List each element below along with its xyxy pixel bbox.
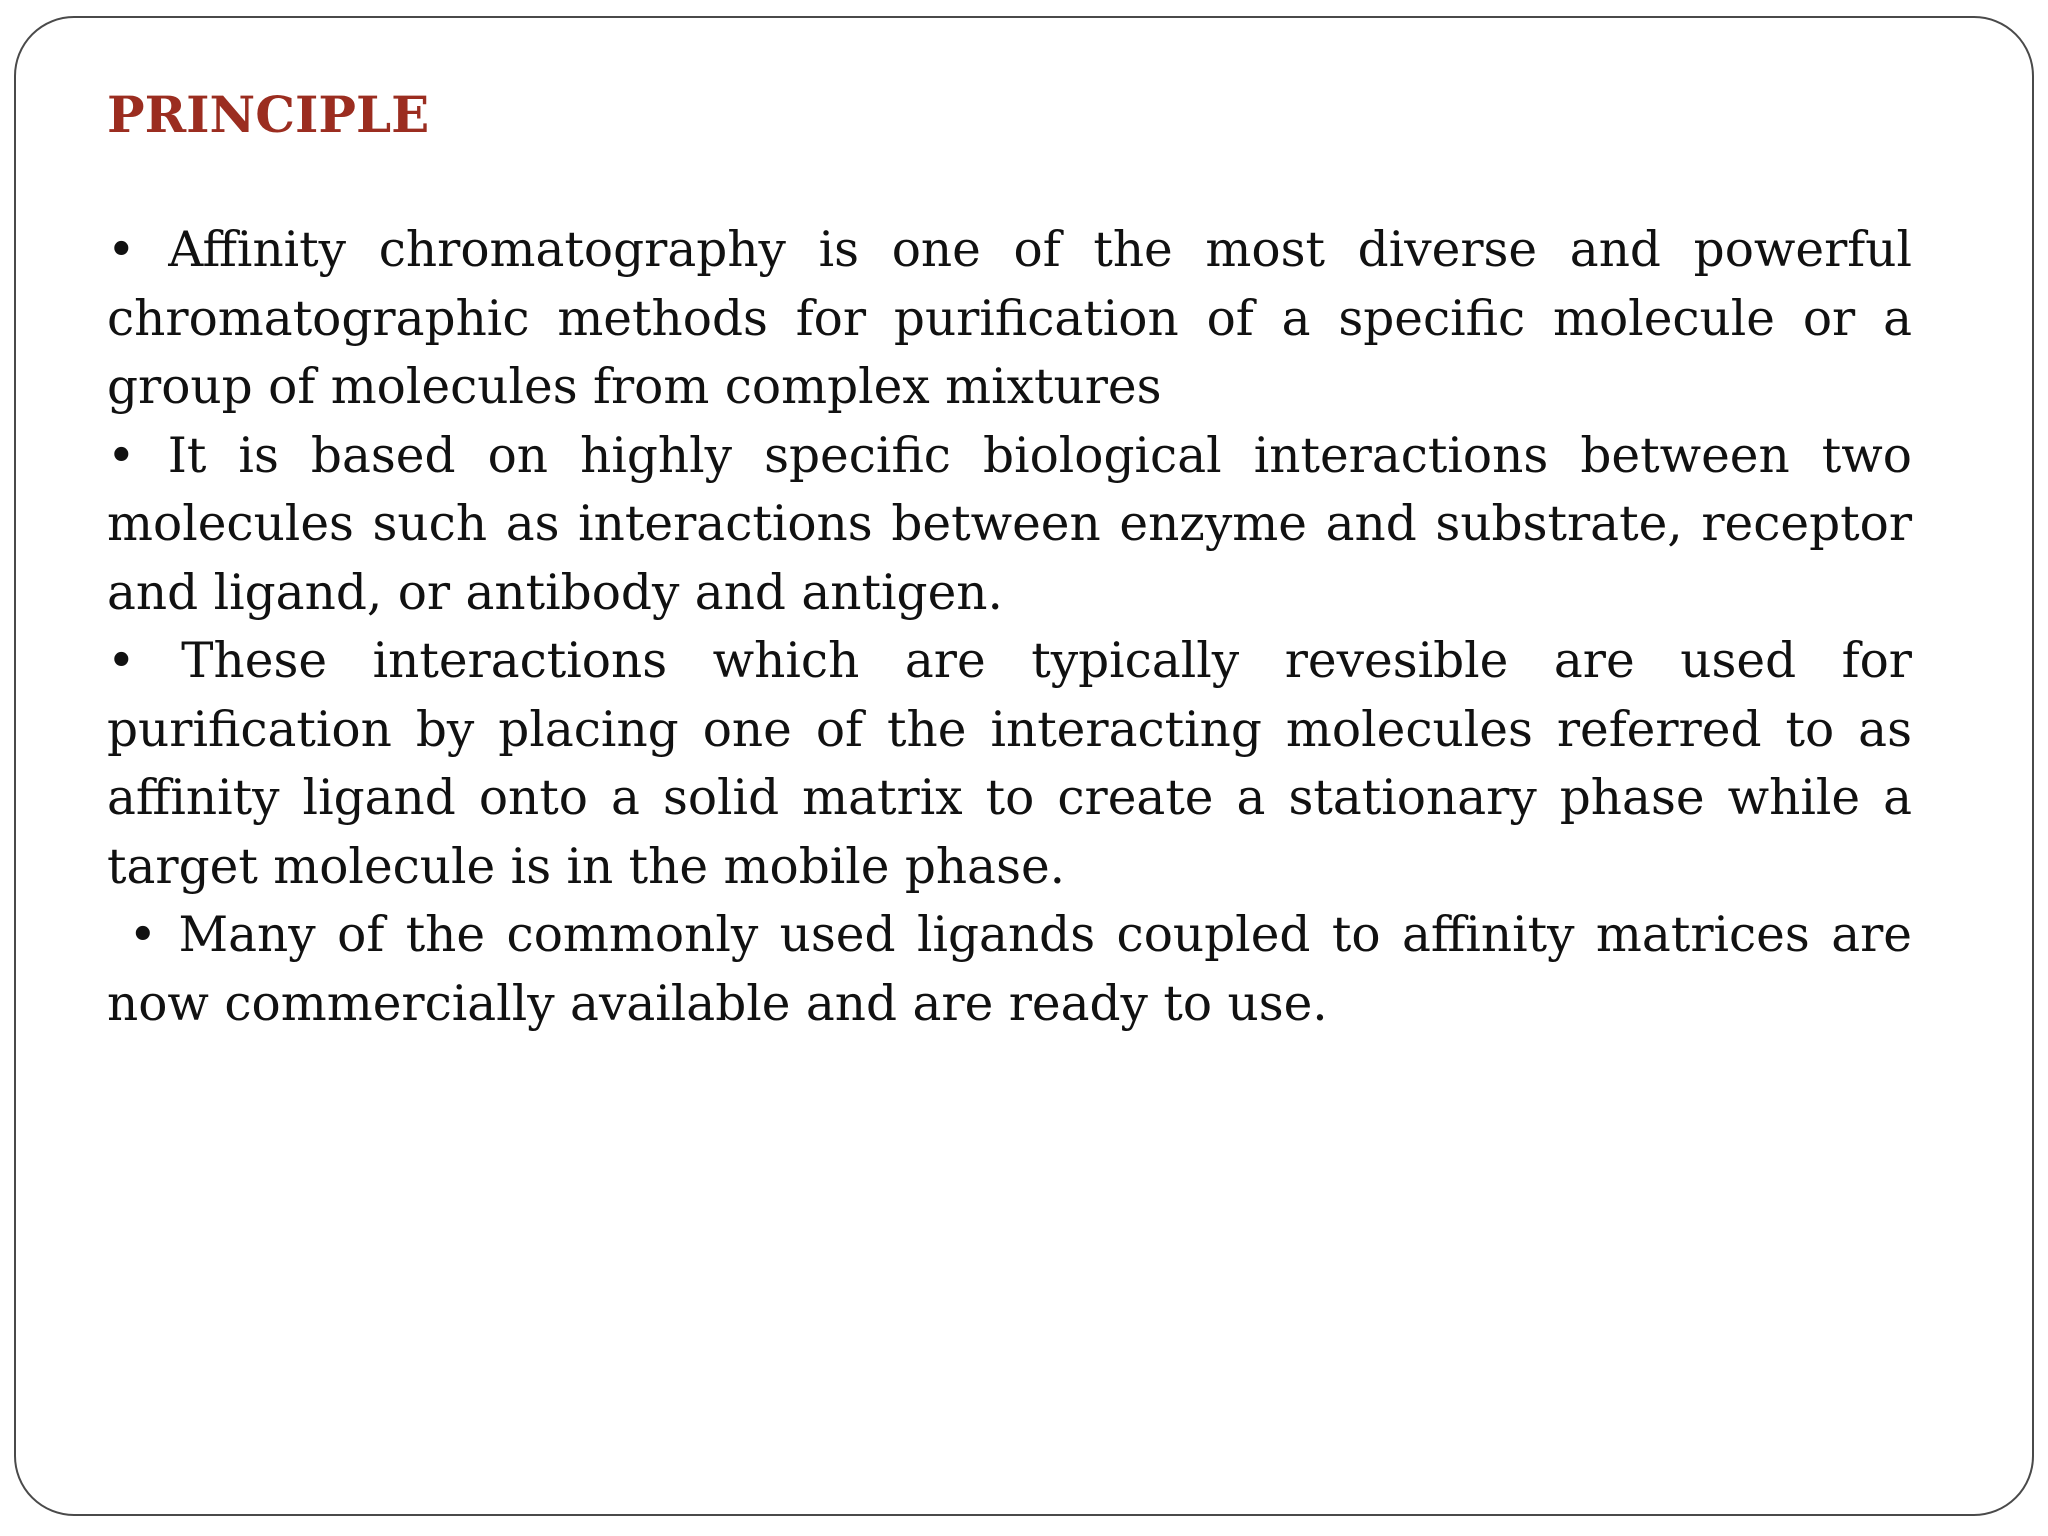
- bullet-text: Many of the commonly used ligands coupled to affinity matrices are now commercially available and are ready to use.: [107, 907, 1913, 1032]
- slide-title: PRINCIPLE: [107, 85, 430, 144]
- bullet-list: [107, 216, 1912, 1038]
- bullet-marker: •: [107, 427, 136, 484]
- bullet-marker: •: [107, 633, 136, 689]
- bullet-item: [107, 901, 1912, 1038]
- bullet-item: [107, 422, 1912, 628]
- bullet-text: It is based on highly specific biological interactions between two molecules such as interactions between enzyme and substrate, receptor and ligand, or antibody and antigen.: [107, 427, 1913, 621]
- bullet-marker: •: [107, 222, 136, 278]
- bullet-text: These interactions which are typically revesible are used for purification by placing one of the interacting molecules referred to as affinity ligand onto a solid matrix to create a stationary phase while a target molecule is in the mobile phase.: [107, 633, 1912, 895]
- bullet-text: Affinity chromatography is one of the most diverse and powerful chromatographic methods for purification of a specific molecule or a group of molecules from complex mixtures: [107, 222, 1913, 415]
- bullet-marker: •: [128, 907, 158, 963]
- bullet-item: [107, 216, 1912, 422]
- bullet-item: [107, 627, 1912, 901]
